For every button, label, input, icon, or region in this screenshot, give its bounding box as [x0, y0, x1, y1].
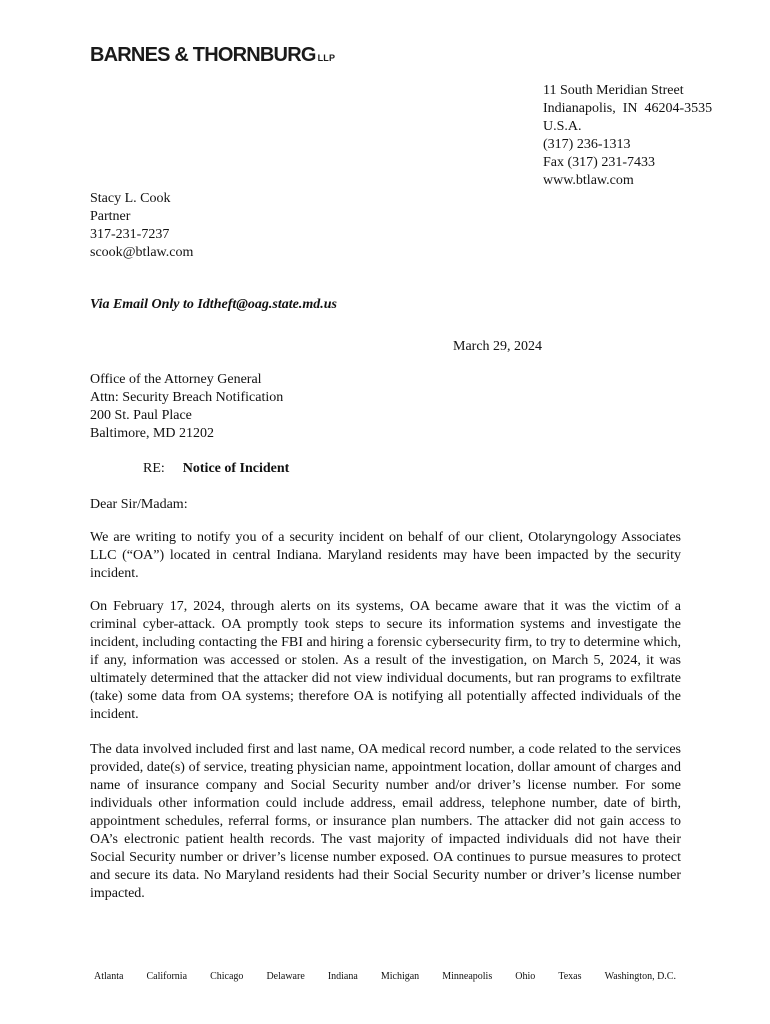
- recipient-line: Baltimore, MD 21202: [90, 426, 215, 441]
- sender-title: Partner: [90, 209, 131, 224]
- address-line: U.S.A.: [543, 119, 582, 134]
- firm-logo: [90, 44, 335, 67]
- recipient-line: 200 St. Paul Place: [90, 408, 192, 423]
- address-fax: Fax (317) 231-7433: [543, 155, 655, 170]
- footer-office: Atlanta: [94, 971, 124, 982]
- footer-office-list: [94, 971, 676, 982]
- salutation: Dear Sir/Madam:: [90, 497, 188, 512]
- address-phone: (317) 236-1313: [543, 137, 631, 152]
- footer-office: Indiana: [327, 971, 358, 982]
- address-line: 11 South Meridian Street: [543, 83, 684, 98]
- sender-name: Stacy L. Cook: [90, 191, 171, 206]
- footer-office: Ohio: [515, 971, 536, 982]
- body-paragraph: The data involved included first and last name, OA medical record number, a code related to the services provided, date(s) of service, treating physician name, appointment location, dollar amount of charges and name of insurance company and Social Security number and/or driver’s license number. For some individuals other information could include address, email address, telephone number, date of birth, appointment schedules, referral forms, or insurance plan numbers. The attacker did not gain access to OA’s electronic patient health records. The vast majority of impacted individuals did not have their Social Security number or driver’s license number exposed. OA continues to pursue measures to protect and secure its data. No Maryland residents had their Social Security number or driver’s license number impacted.: [90, 742, 681, 901]
- sender-block: [90, 190, 193, 262]
- re-label: RE:: [143, 461, 165, 476]
- footer-office: Washington, D.C.: [604, 971, 676, 982]
- firm-address-block: [543, 82, 712, 190]
- recipient-line: Office of the Attorney General: [90, 372, 262, 387]
- firm-name: BARNES & THORNBURG: [90, 44, 316, 66]
- address-website: www.btlaw.com: [543, 173, 634, 188]
- address-line: Indianapolis, IN 46204-3535: [543, 101, 713, 116]
- sender-email: scook@btlaw.com: [90, 245, 194, 260]
- footer-office: California: [146, 971, 188, 982]
- letter-date: March 29, 2024: [453, 339, 543, 354]
- recipient-block: [90, 371, 283, 443]
- body-paragraph: We are writing to notify you of a security incident on behalf of our client, Otolaryngology Associates LLC (“OA”) located in central Indiana. Maryland residents may have been impacted by the security incident.: [90, 530, 681, 581]
- footer-office: Michigan: [380, 971, 420, 982]
- sender-phone: 317-231-7237: [90, 227, 170, 242]
- footer-office: Delaware: [266, 971, 305, 982]
- footer-office: Chicago: [210, 971, 244, 982]
- re-line: [143, 461, 289, 477]
- body-paragraph: On February 17, 2024, through alerts on its systems, OA became aware that it was the victim of a criminal cyber-attack. OA promptly took steps to secure its information systems and investigate the incident, including contacting the FBI and hiring a forensic cybersecurity firm, to try to determine which, if any, information was accessed or stolen. As a result of the investigation, on March 5, 2024, it was ultimately determined that the attacker did not view individual documents, but ran programs to exfiltrate (take) some data from OA systems; therefore OA is notifying all potentially affected individuals of the incident.: [90, 599, 681, 722]
- footer-office: Minneapolis: [442, 971, 493, 982]
- delivery-method: Via Email Only to Idtheft@oag.state.md.us: [90, 297, 337, 312]
- re-subject: Notice of Incident: [182, 461, 290, 476]
- firm-suffix: LLP: [317, 53, 336, 63]
- recipient-line: Attn: Security Breach Notification: [90, 390, 284, 405]
- footer-office: Texas: [558, 971, 582, 982]
